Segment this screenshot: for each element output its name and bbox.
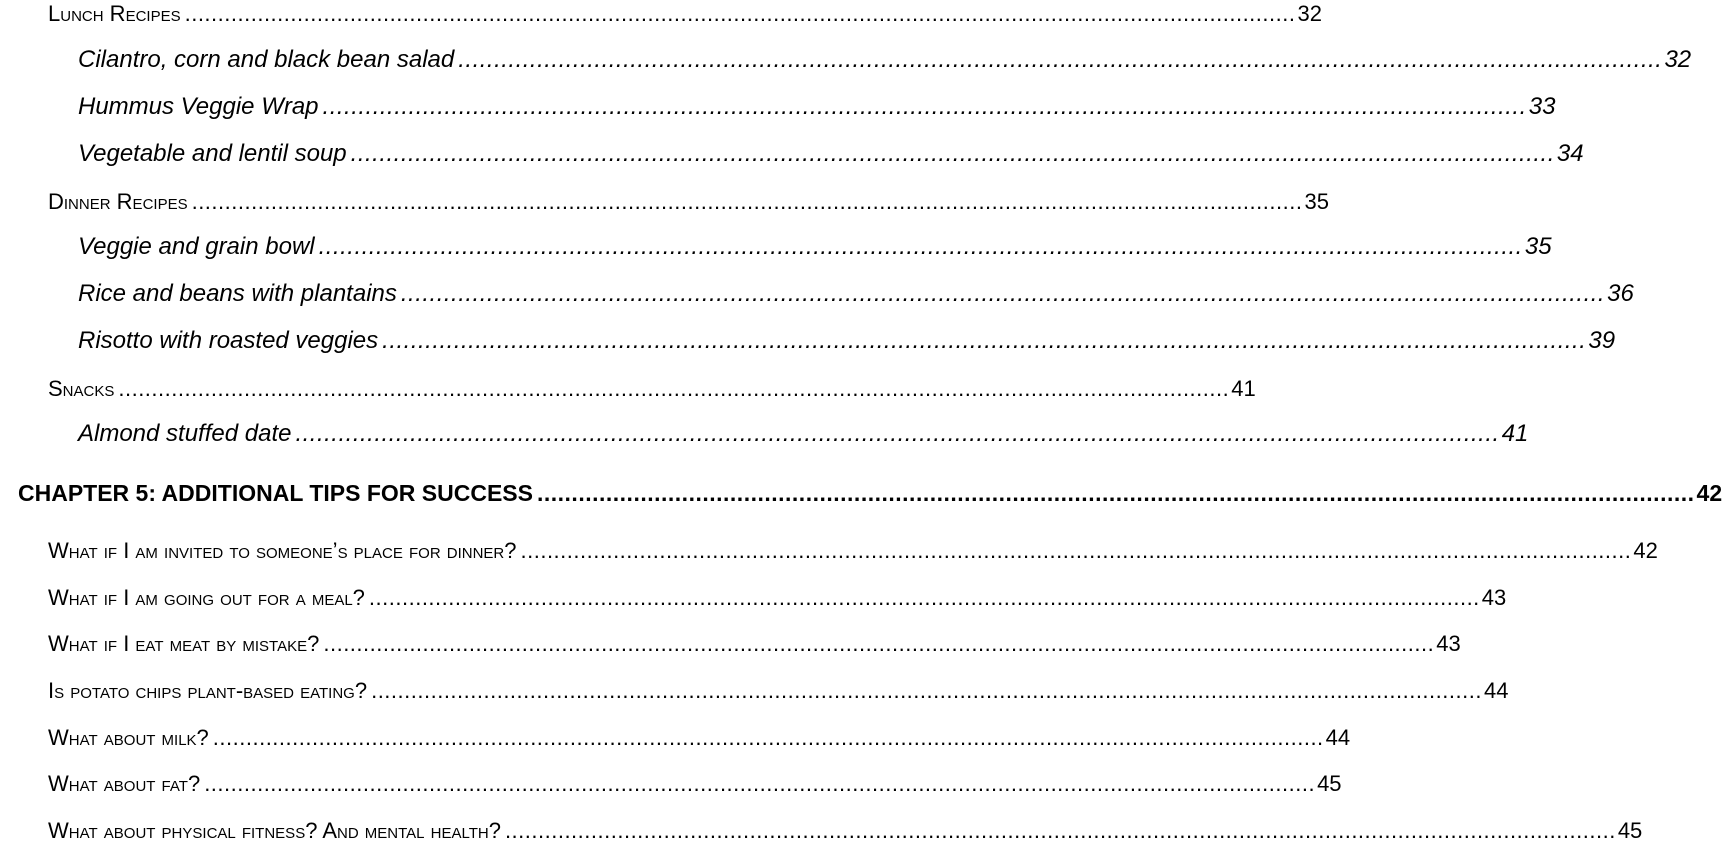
toc-entry-title: Is potato chips plant-based eating? xyxy=(48,678,368,703)
toc-entry-meat-mistake[interactable] xyxy=(48,631,1461,657)
toc-entry-title: Hummus Veggie Wrap xyxy=(78,93,319,120)
toc-entry-hummus-wrap[interactable] xyxy=(78,93,1556,121)
toc-entry-title: What about physical fitness? And mental health? xyxy=(48,818,501,843)
toc-entry-page: 36 xyxy=(1607,280,1634,307)
dot-leader: ........................................................................................................................................................................ xyxy=(318,233,1523,260)
toc-entry-title: CHAPTER 5: ADDITIONAL TIPS FOR SUCCESS xyxy=(18,480,533,506)
dot-leader: ........................................................................................................................................................................ xyxy=(118,376,1230,401)
toc-entry-page: 45 xyxy=(1617,818,1643,843)
dot-leader: ........................................................................................................................................................................ xyxy=(323,631,1435,656)
dot-leader: ........................................................................................................................................................................ xyxy=(400,280,1606,307)
toc-entry-potato-chips[interactable] xyxy=(48,678,1509,704)
dot-leader: ........................................................................................................................................................................ xyxy=(520,538,1632,563)
toc-entry-snacks[interactable] xyxy=(48,376,1256,402)
toc-entry-title: Rice and beans with plantains xyxy=(78,280,397,307)
toc-entry-dinner-recipes[interactable] xyxy=(48,189,1329,215)
dot-leader: ........................................................................................................................................................................ xyxy=(504,818,1616,843)
toc-entry-lunch-recipes[interactable] xyxy=(48,1,1322,27)
dot-leader: ........................................................................................................................................................................ xyxy=(371,678,1482,703)
toc-entry-page: 34 xyxy=(1556,140,1584,167)
toc-entry-title: Veggie and grain bowl xyxy=(78,233,315,260)
dot-leader: ........................................................................................................................................................................ xyxy=(204,771,1316,796)
dot-leader: ........................................................................................................................................................................ xyxy=(458,46,1663,73)
toc-entry-page: 42 xyxy=(1696,480,1722,506)
toc-entry-page: 44 xyxy=(1483,678,1509,703)
toc-entry-title: What if I eat meat by mistake? xyxy=(48,631,320,656)
toc-entry-fat[interactable] xyxy=(48,771,1342,797)
toc-entry-title: Dinner Recipes xyxy=(48,189,188,214)
toc-entry-title: Snacks xyxy=(48,376,115,401)
toc-entry-title: What about milk? xyxy=(48,725,209,750)
toc-entry-going-out[interactable] xyxy=(48,585,1507,611)
toc-entry-grain-bowl[interactable] xyxy=(78,233,1552,261)
toc-entry-title: Cilantro, corn and black bean salad xyxy=(78,46,455,73)
toc-entry-page: 43 xyxy=(1481,585,1507,610)
dot-leader: ........................................................................................................................................................................ xyxy=(184,1,1296,26)
toc-entry-title: Vegetable and lentil soup xyxy=(78,140,347,167)
toc-entry-risotto[interactable] xyxy=(78,327,1616,355)
toc-entry-lentil-soup[interactable] xyxy=(78,140,1584,168)
toc-entry-page: 35 xyxy=(1304,189,1329,214)
toc-entry-page: 32 xyxy=(1664,46,1692,73)
toc-entry-cilantro-salad[interactable] xyxy=(78,46,1692,74)
toc-entry-title: What about fat? xyxy=(48,771,201,796)
dot-leader: ........................................................................................................................................................................ xyxy=(536,480,1695,506)
toc-entry-almond-date[interactable] xyxy=(78,420,1529,448)
toc-entry-page: 45 xyxy=(1317,771,1342,796)
dot-leader: ........................................................................................................................................................................ xyxy=(382,327,1587,354)
toc-entry-page: 44 xyxy=(1325,725,1351,750)
dot-leader: ........................................................................................................................................................................ xyxy=(191,189,1303,214)
toc-entry-title: Lunch Recipes xyxy=(48,1,181,26)
toc-entry-page: 42 xyxy=(1633,538,1658,563)
toc-entry-page: 35 xyxy=(1524,233,1552,260)
toc-entry-page: 39 xyxy=(1588,327,1616,354)
toc-entry-title: Risotto with roasted veggies xyxy=(78,327,379,354)
toc-entry-fitness[interactable] xyxy=(48,818,1643,844)
dot-leader: ........................................................................................................................................................................ xyxy=(350,140,1555,167)
dot-leader: ........................................................................................................................................................................ xyxy=(322,93,1527,120)
toc-entry-page: 32 xyxy=(1297,1,1322,26)
toc-entry-page: 41 xyxy=(1231,376,1256,401)
dot-leader: ........................................................................................................................................................................ xyxy=(295,420,1500,447)
toc-entry-title: What if I am going out for a meal? xyxy=(48,585,365,610)
toc-entry-rice-beans[interactable] xyxy=(78,280,1634,308)
toc-entry-chapter-5[interactable] xyxy=(18,480,1722,507)
toc-entry-page: 43 xyxy=(1436,631,1461,656)
dot-leader: ........................................................................................................................................................................ xyxy=(212,725,1324,750)
toc-entry-invited-dinner[interactable] xyxy=(48,538,1658,564)
toc-entry-title: What if I am invited to someone’s place for dinner? xyxy=(48,538,517,563)
toc-entry-milk[interactable] xyxy=(48,725,1351,751)
toc-entry-page: 41 xyxy=(1501,420,1529,447)
dot-leader: ........................................................................................................................................................................ xyxy=(368,585,1480,610)
toc-entry-title: Almond stuffed date xyxy=(78,420,292,447)
toc-entry-page: 33 xyxy=(1528,93,1556,120)
